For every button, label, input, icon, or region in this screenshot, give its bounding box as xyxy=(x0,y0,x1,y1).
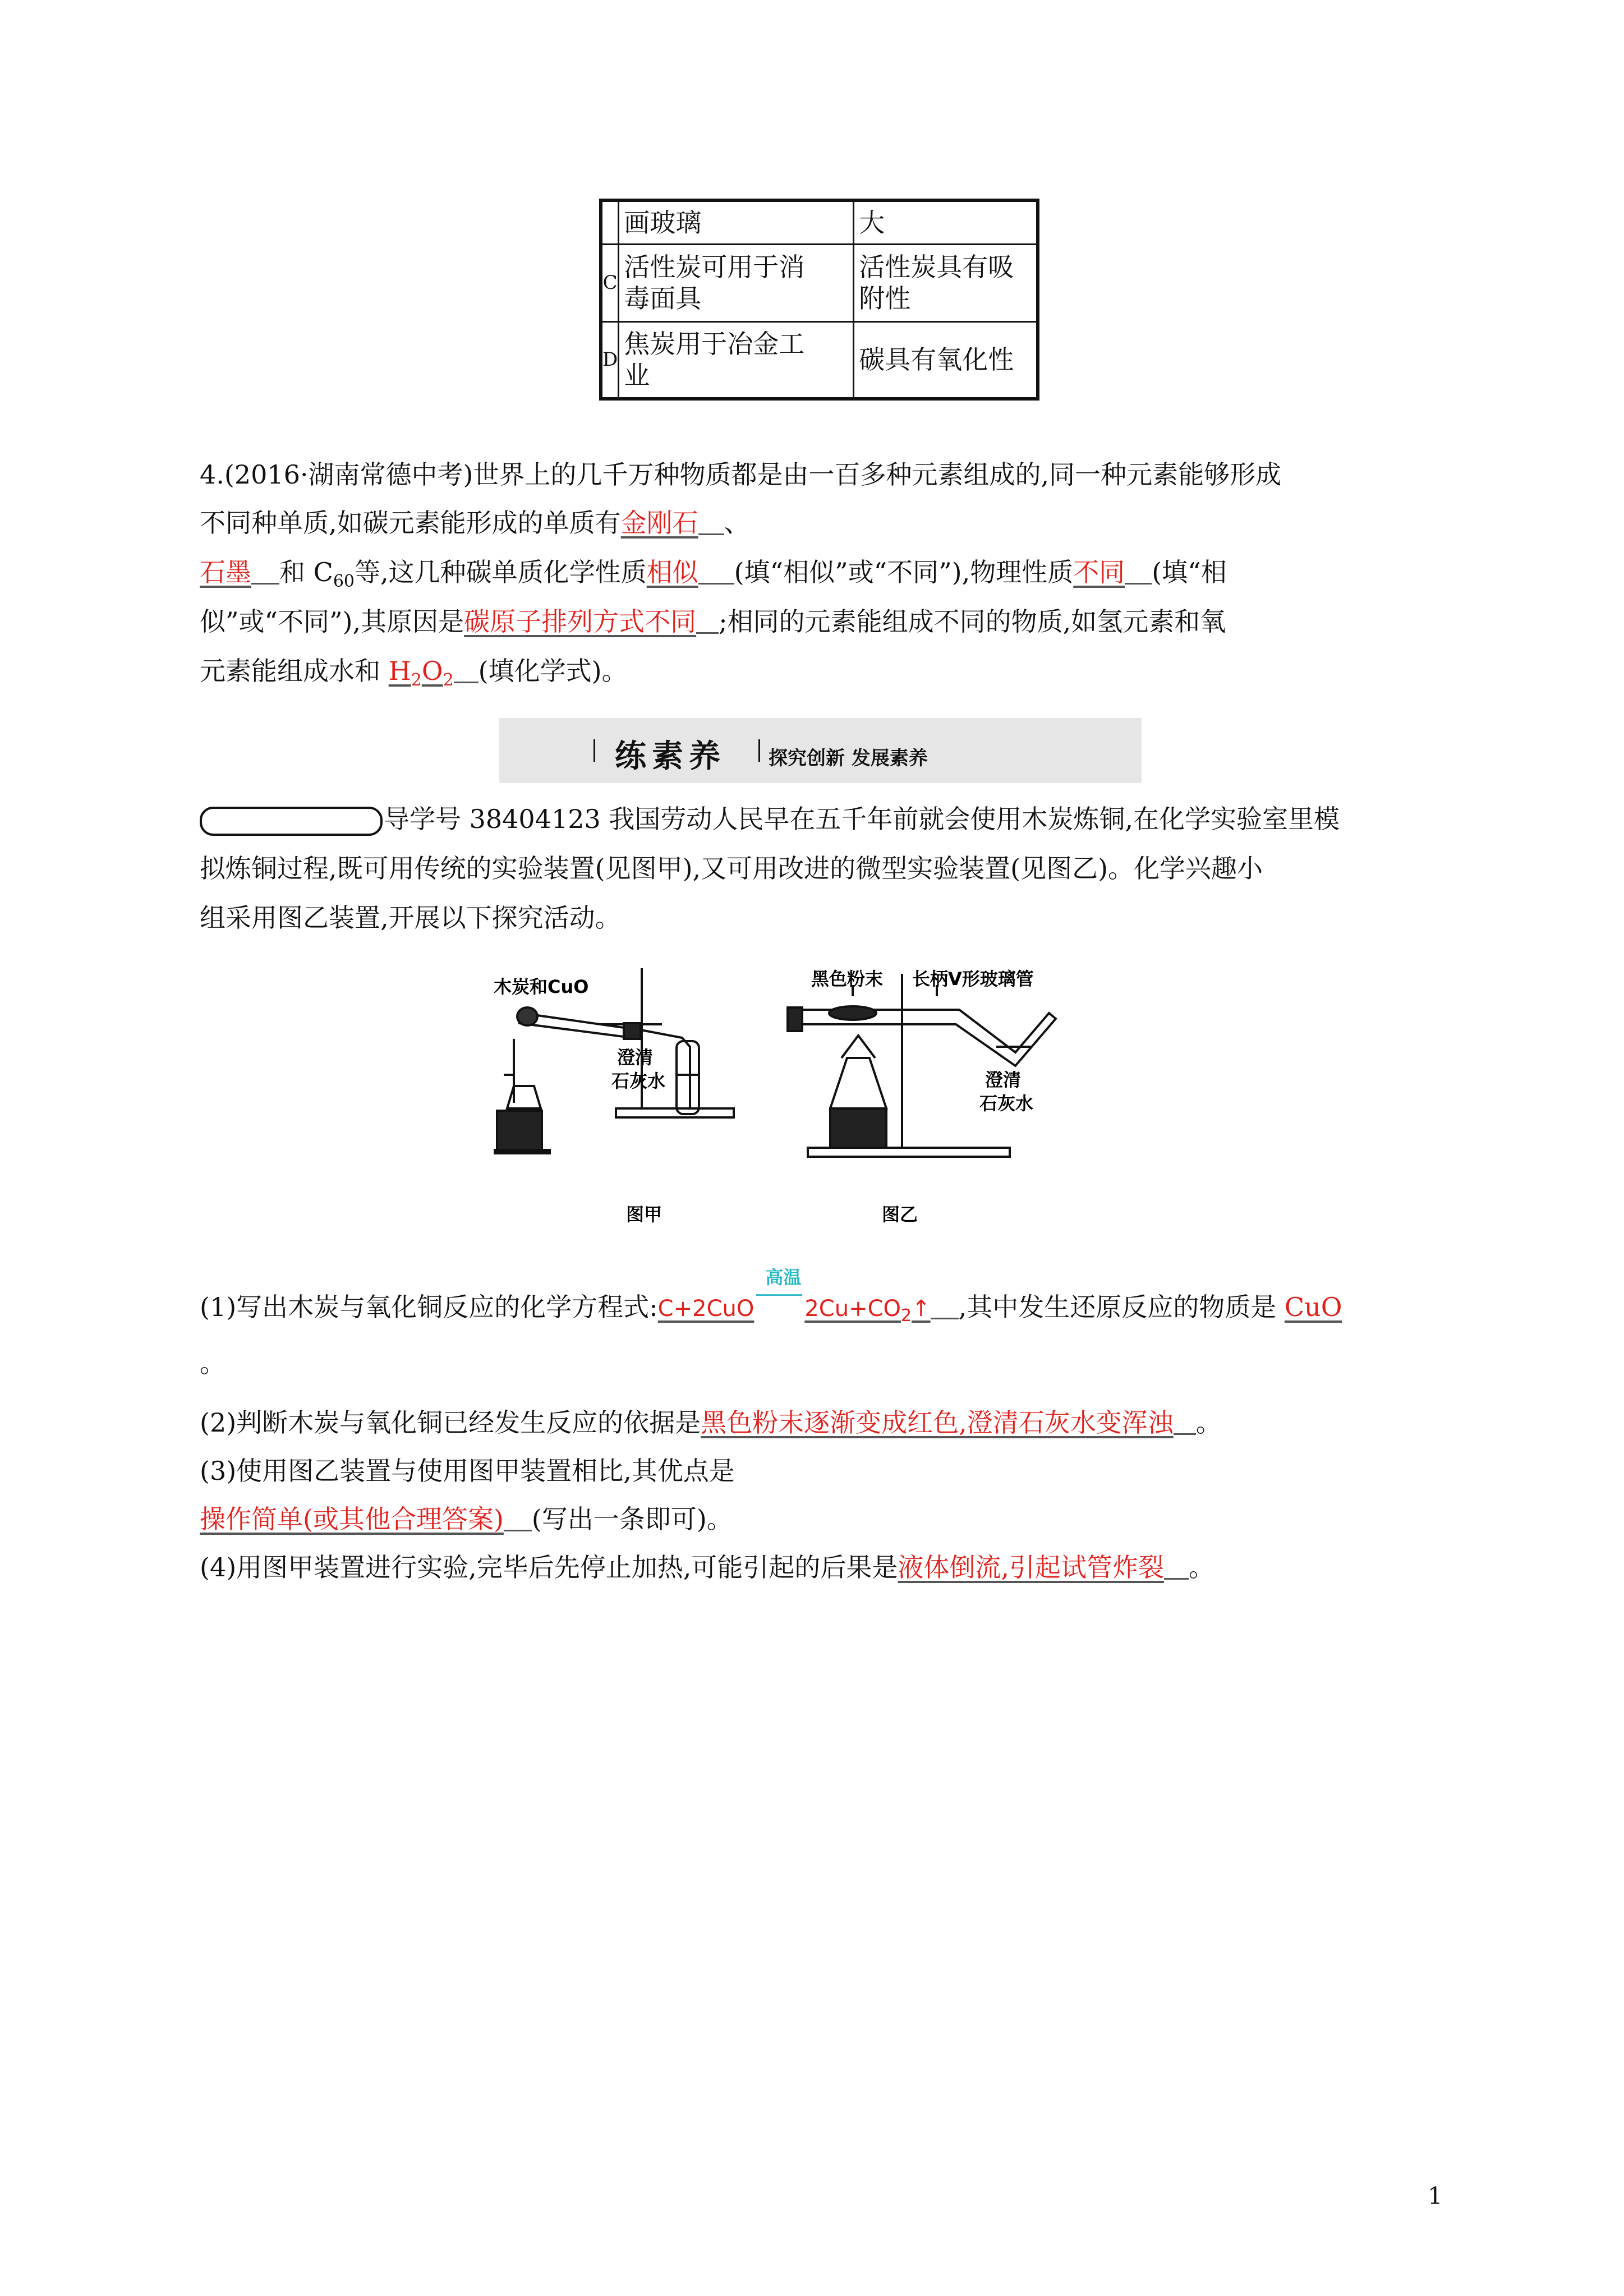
answer-formula xyxy=(388,656,454,691)
label-water2-yi: 石灰水 xyxy=(979,1093,1034,1114)
subscript: 2 xyxy=(411,670,422,691)
cell-text: 业 xyxy=(624,360,650,391)
blank xyxy=(698,509,724,535)
intro-line3: 组采用图乙装置,开展以下探究活动。 xyxy=(200,903,621,933)
equals-sign xyxy=(756,1294,802,1296)
condition-text: 高温 xyxy=(765,1267,802,1288)
question-3-line2 xyxy=(200,1502,733,1536)
question-4 xyxy=(200,1550,1214,1584)
answer-text: 相似 xyxy=(646,557,698,587)
q4-line3 xyxy=(200,555,1227,599)
table-cell xyxy=(619,321,854,399)
subscript: 2 xyxy=(443,670,454,691)
text: (2)判断木炭与氧化铜已经发生反应的依据是 xyxy=(200,1407,701,1438)
answer-text: 黑色粉末逐渐变成红色,澄清石灰水变浑浊 xyxy=(701,1407,1174,1438)
question-2 xyxy=(200,1406,1222,1439)
text: ,其中发生还原反应的物质是 xyxy=(958,1292,1285,1322)
wood-block-yi xyxy=(830,1108,886,1148)
block-base xyxy=(494,1150,550,1153)
tube-end xyxy=(788,1007,802,1031)
blank xyxy=(931,1293,959,1319)
cell-text: 毒面具 xyxy=(624,283,702,314)
caption-yi: 图乙 xyxy=(882,1204,918,1225)
guide-pill xyxy=(200,807,383,836)
text: 。 xyxy=(1189,1552,1215,1582)
table-cell: 画玻璃 xyxy=(619,200,854,244)
table-cell: 碳具有氧化性 xyxy=(854,321,1038,399)
blank xyxy=(454,657,479,683)
formula-part: O xyxy=(421,656,443,686)
table-row xyxy=(601,200,1038,244)
caption-jia: 图甲 xyxy=(626,1204,663,1225)
text: 等,这几种碳单质化学性质 xyxy=(355,557,647,587)
table-row xyxy=(601,244,1038,321)
text: (写出一条即可)。 xyxy=(531,1504,733,1534)
divider xyxy=(758,739,760,762)
text: 似”或“不同”),其原因是 xyxy=(200,606,464,637)
alcohol-lamp-yi xyxy=(830,1058,886,1108)
table-cell xyxy=(619,244,854,321)
divider xyxy=(594,739,595,762)
table-row xyxy=(601,321,1038,399)
cell-text: 附性 xyxy=(859,283,911,314)
stand-base xyxy=(616,1108,734,1117)
section-banner xyxy=(499,718,1142,783)
label-water1: 澄清 xyxy=(617,1047,654,1068)
question-1 xyxy=(200,1267,1342,1333)
label-tube: 长柄V形玻璃管 xyxy=(912,968,1034,990)
gas-arrow: ↑ xyxy=(912,1296,931,1322)
blank xyxy=(251,558,279,585)
text: 不同种单质,如碳元素能形成的单质有 xyxy=(200,508,621,538)
question-3-line1: (3)使用图乙装置与使用图甲装置相比,其优点是 xyxy=(200,1456,735,1486)
blank xyxy=(698,558,734,585)
answer-text: 操作简单(或其他合理答案) xyxy=(200,1504,504,1534)
q4-line5 xyxy=(200,654,628,697)
text: (填化学式)。 xyxy=(478,656,628,686)
answer-equation xyxy=(657,1267,931,1326)
subscript: 60 xyxy=(333,572,355,592)
table-cell xyxy=(854,244,1038,321)
wood-block xyxy=(497,1111,542,1150)
table-cell: 大 xyxy=(854,200,1038,244)
text: (填“相 xyxy=(1152,557,1227,587)
q4-line1: 4.(2016·湖南常德中考)世界上的几千万种物质都是由一百多种元素组成的,同一种元素能够形成 xyxy=(200,459,1282,490)
q4-line2 xyxy=(200,506,750,540)
answer-table xyxy=(599,199,1039,401)
table-key: D xyxy=(601,321,619,399)
stopper xyxy=(624,1023,641,1039)
intro-line2: 拟炼铜过程,既可用传统的实验装置(见图甲),又可用改进的微型实验装置(见图乙)。化学兴趣小 xyxy=(200,853,1263,884)
cell-text: 焦炭用于冶金工 xyxy=(624,329,805,360)
table-key: C xyxy=(601,244,619,321)
q4-line4 xyxy=(200,605,1226,638)
label-powder: 黑色粉末 xyxy=(811,968,884,990)
answer-text: 碳原子排列方式不同 xyxy=(464,606,697,637)
blank xyxy=(1174,1409,1196,1435)
equation-lhs: C+2CuO xyxy=(657,1296,755,1322)
apparatus-figure xyxy=(494,963,1144,1243)
equation-rhs: 2Cu+CO xyxy=(804,1296,901,1322)
blank xyxy=(1125,558,1152,585)
lamp-flame xyxy=(841,1036,875,1058)
label-water2: 石灰水 xyxy=(611,1070,666,1092)
answer-text: 石墨 xyxy=(200,557,251,587)
text: (4)用图甲装置进行实验,完毕后先停止加热,可能引起的后果是 xyxy=(200,1552,898,1582)
black-powder xyxy=(829,1006,876,1020)
cell-text: 活性炭可用于消 xyxy=(624,252,805,282)
text: (1)写出木炭与氧化铜反应的化学方程式: xyxy=(200,1292,658,1322)
text: 。 xyxy=(1195,1407,1222,1438)
text: (填“相似”或“不同”),物理性质 xyxy=(734,557,1074,587)
answer-text: 不同 xyxy=(1073,557,1125,587)
banner-title: 练素养 xyxy=(615,738,726,775)
question-1-end: 。 xyxy=(200,1348,226,1378)
blank xyxy=(696,608,719,634)
stand-base-yi xyxy=(808,1148,1010,1157)
subscript: 2 xyxy=(901,1306,912,1326)
banner-subtitle: 探究创新 发展素养 xyxy=(769,747,928,770)
label-water1-yi: 澄清 xyxy=(985,1069,1022,1091)
answer-text: 液体倒流,引起试管炸裂 xyxy=(898,1552,1165,1582)
text: 和 C xyxy=(279,557,333,587)
cell-text: 活性炭具有吸 xyxy=(859,252,1014,282)
formula-part: H xyxy=(388,656,411,686)
equation-condition xyxy=(754,1267,804,1326)
reagent xyxy=(517,1007,537,1025)
answer-text: 金刚石 xyxy=(620,508,698,538)
receiving-tube xyxy=(677,1041,699,1114)
text: 元素能组成水和 xyxy=(200,656,389,686)
page-number: 1 xyxy=(1428,2182,1443,2210)
text: ;相同的元素能组成不同的物质,如氢元素和氧 xyxy=(719,606,1226,637)
intro-line1: 导学号 38404123 我国劳动人民早在五千年前就会使用木炭炼铜,在化学实验室里模 xyxy=(384,804,1340,834)
answer-text: CuO xyxy=(1284,1292,1342,1322)
blank xyxy=(504,1505,532,1531)
table-key xyxy=(601,200,619,244)
text: 、 xyxy=(724,508,750,538)
blank xyxy=(1164,1553,1189,1580)
label-reagent: 木炭和CuO xyxy=(494,976,589,997)
alcohol-lamp xyxy=(507,1086,541,1108)
